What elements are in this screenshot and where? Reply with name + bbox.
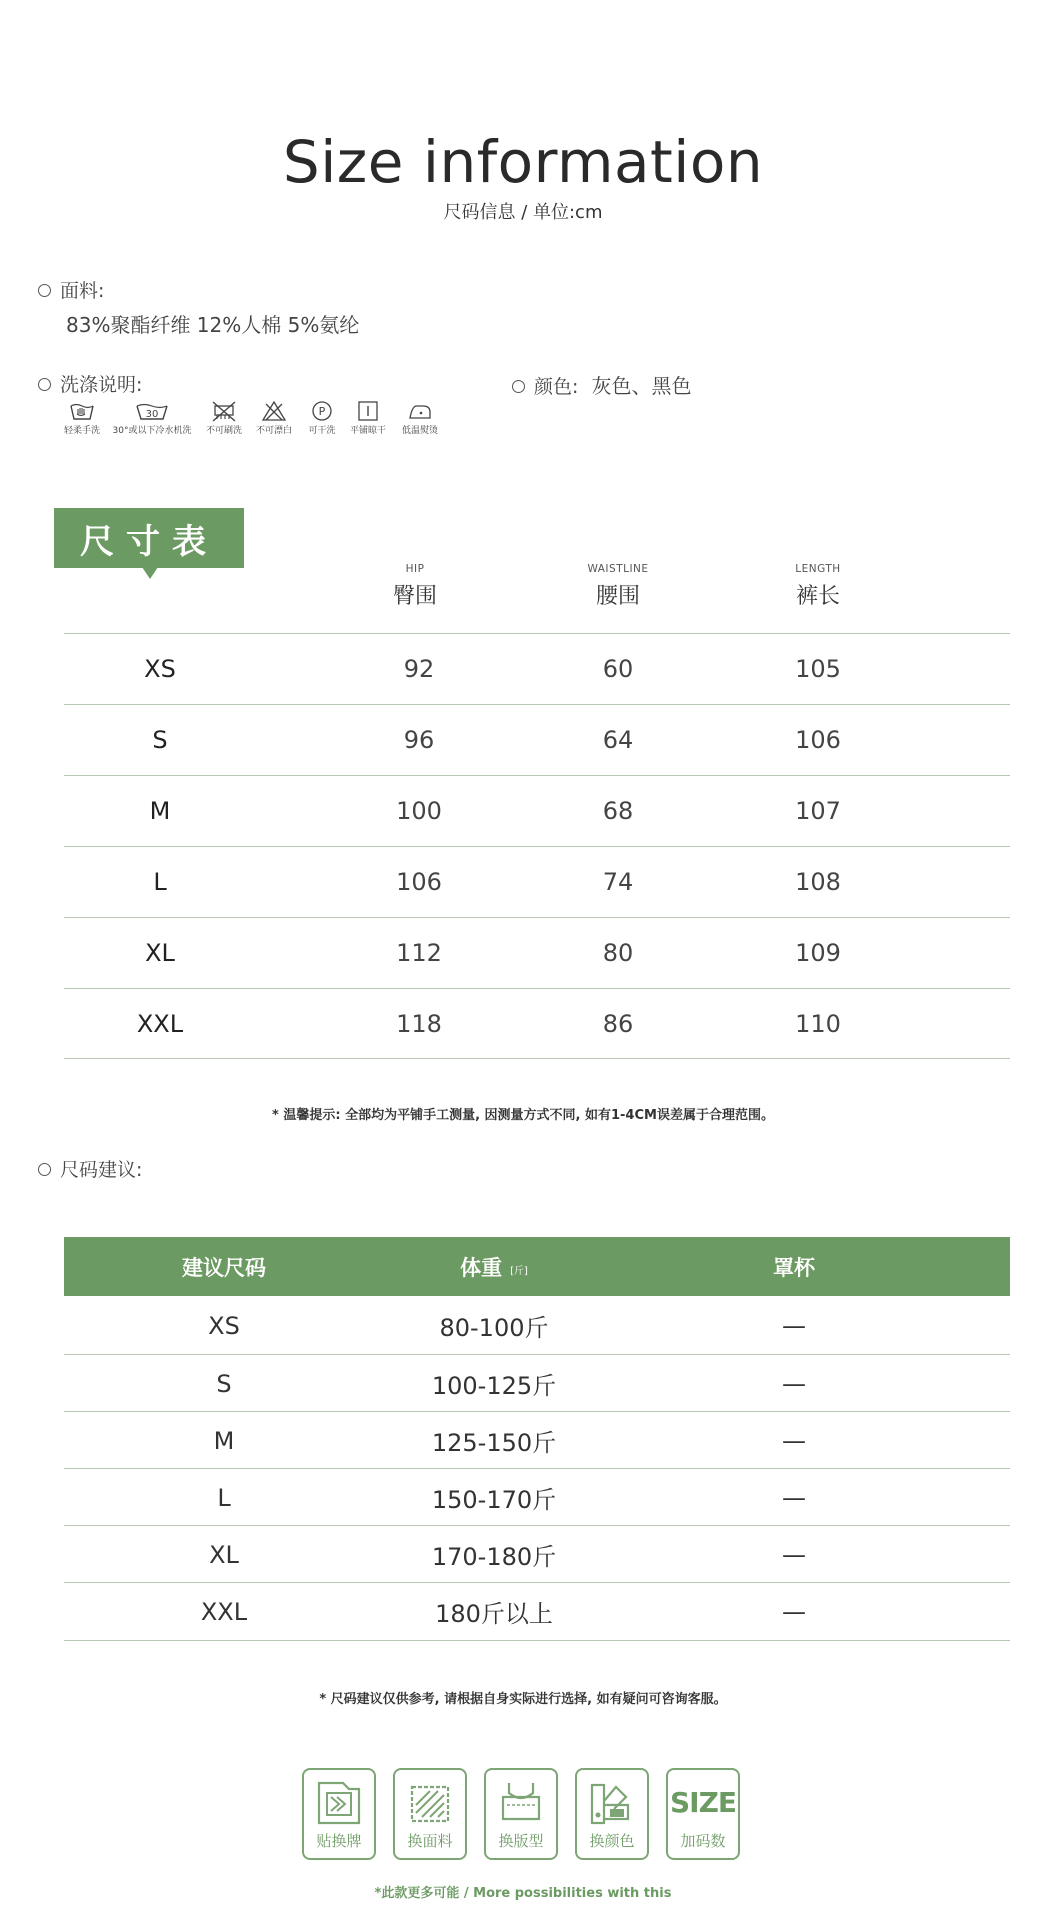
suggestion-label: 尺码建议:: [60, 1159, 143, 1181]
low-iron-icon: [398, 400, 442, 436]
table-row: [64, 634, 1010, 704]
length-cell: 107: [795, 797, 841, 825]
feature-size-add: [666, 1768, 742, 1860]
bullet-icon: [38, 1163, 51, 1176]
waist-cell: 74: [602, 868, 634, 896]
table-row: [64, 1526, 1010, 1583]
col-head-en: HIP: [405, 563, 425, 575]
length-cell: 105: [795, 655, 841, 683]
size-table-badge: 尺寸表: [54, 508, 244, 568]
suggestion-note: * 尺码建议仅供参考, 请根据自身实际进行选择, 如有疑问可咨询客服。: [319, 1692, 727, 1707]
waist-cell: 80: [602, 939, 634, 967]
care-caption: 平铺晾干: [349, 426, 386, 436]
header-weight: [394, 1237, 594, 1296]
color-label: 颜色:: [534, 376, 579, 398]
bullet-icon: [512, 380, 525, 393]
hip-cell: 100: [396, 797, 442, 825]
col-head-hip: [345, 563, 485, 610]
size-cell: XS: [208, 1311, 240, 1340]
length-cell: 106: [795, 726, 841, 754]
table-row: [64, 776, 1010, 846]
bullet-icon: [38, 284, 51, 297]
hip-cell: 96: [403, 726, 435, 754]
care-caption: 可干洗: [308, 426, 336, 436]
fabric-label: 面料:: [60, 280, 105, 302]
header-weight-label: 体重: [460, 1255, 503, 1280]
care-caption: 轻柔手洗: [63, 426, 100, 436]
no-brush-icon: [204, 400, 244, 436]
color-value: 灰色、黑色: [591, 374, 692, 398]
care-caption: 30°或以下冷水机洗: [112, 426, 192, 436]
feature-color-swap: [575, 1768, 651, 1860]
header-weight-unit: [斤]: [510, 1266, 528, 1277]
fabric-section: [38, 276, 104, 303]
style-swap-icon: [495, 1779, 547, 1827]
weight-cell: 80-100斤: [439, 1314, 549, 1342]
cup-cell: —: [782, 1483, 806, 1512]
table-row: [64, 1469, 1010, 1526]
flat-dry-icon: [348, 400, 388, 436]
table-row: [64, 918, 1010, 988]
size-cell: XXL: [200, 1597, 248, 1626]
header-size: 建议尺码: [182, 1255, 266, 1280]
table-row: [64, 705, 1010, 775]
size-word: SIZE: [669, 1786, 736, 1819]
col-head-waist: [548, 563, 688, 610]
size-cell: S: [216, 1369, 232, 1398]
badge-pointer: [142, 567, 158, 579]
size-cell: XS: [144, 655, 176, 683]
suggestion-table-header: [64, 1237, 1010, 1296]
table-row: [64, 1297, 1010, 1354]
length-cell: 109: [795, 939, 841, 967]
col-head-en: LENGTH: [795, 563, 841, 575]
col-head-length: [748, 563, 888, 610]
fabric-swap-icon: [404, 1779, 456, 1827]
footer-note: *此款更多可能 / More possibilities with this: [374, 1886, 672, 1901]
table-row: [64, 847, 1010, 917]
size-cell: XL: [145, 939, 175, 967]
feature-fabric-swap: [393, 1768, 469, 1860]
header-cup: 罩杯: [773, 1255, 815, 1280]
wash-temp: 30: [145, 409, 159, 420]
weight-cell: 180斤以上: [435, 1600, 553, 1628]
length-cell: 108: [795, 868, 841, 896]
dry-clean-letter: P: [318, 405, 326, 418]
cup-cell: —: [782, 1369, 806, 1398]
size-cell: L: [217, 1483, 231, 1512]
cup-cell: —: [782, 1311, 806, 1340]
feature-label: 换颜色: [589, 1832, 635, 1850]
tag-swap-icon: [313, 1779, 365, 1827]
col-head-zh: 腰围: [595, 584, 640, 609]
size-cell: M: [213, 1426, 235, 1455]
feature-label: 加码数: [680, 1832, 726, 1850]
waist-cell: 60: [602, 655, 634, 683]
washing-section: [38, 370, 142, 397]
suggestion-section: [38, 1155, 142, 1182]
col-head-zh: 臀围: [392, 584, 437, 609]
length-cell: 110: [795, 1010, 841, 1038]
care-icons: [62, 400, 462, 442]
no-bleach-icon: [254, 400, 294, 436]
size-cell: L: [153, 868, 167, 896]
weight-cell: 150-170斤: [431, 1486, 557, 1514]
color-section: [512, 370, 692, 399]
washing-label: 洗涤说明:: [60, 374, 143, 396]
hand-wash-icon: [62, 400, 102, 436]
col-head-zh: 裤长: [795, 584, 840, 609]
color-swap-icon: [586, 1779, 638, 1827]
col-head-en: WAISTLINE: [587, 563, 649, 575]
table-row: [64, 1583, 1010, 1640]
bullet-icon: [38, 378, 51, 391]
size-cell: M: [149, 797, 171, 825]
waist-cell: 68: [602, 797, 634, 825]
cup-cell: —: [782, 1597, 806, 1626]
size-cell: XXL: [136, 1010, 184, 1038]
weight-cell: 170-180斤: [431, 1543, 557, 1571]
page-title: Size information: [282, 128, 764, 196]
table-row: [64, 1355, 1010, 1412]
table-divider: [64, 1640, 1010, 1641]
table-row: [64, 1412, 1010, 1469]
care-caption: 不可漂白: [255, 426, 292, 436]
measurement-note: * 温馨提示: 全部均为平铺手工测量, 因测量方式不同, 如有1-4CM误差属于合理范围。: [272, 1108, 774, 1123]
feature-tag-swap: [302, 1768, 378, 1860]
page-subtitle: 尺码信息 / 单位:cm: [443, 202, 603, 223]
dry-clean-icon: [302, 400, 342, 436]
hip-cell: 106: [396, 868, 442, 896]
weight-cell: 125-150斤: [431, 1429, 557, 1457]
table-row: [64, 989, 1010, 1059]
fabric-value: 83%聚酯纤维 12%人棉 5%氨纶: [66, 313, 360, 337]
size-add-icon: [666, 1768, 740, 1860]
cup-cell: —: [782, 1540, 806, 1569]
hip-cell: 112: [396, 939, 442, 967]
size-cell: XL: [209, 1540, 239, 1569]
hip-cell: 92: [403, 655, 435, 683]
weight-cell: 100-125斤: [431, 1372, 557, 1400]
table-divider: [64, 1058, 1010, 1059]
feature-label: 换面料: [407, 1832, 453, 1850]
size-cell: S: [152, 726, 168, 754]
feature-label: 换版型: [498, 1832, 544, 1850]
wash-30-icon: [112, 400, 192, 436]
waist-cell: 86: [602, 1010, 634, 1038]
feature-label: 贴换牌: [316, 1832, 362, 1850]
hip-cell: 118: [396, 1010, 442, 1038]
cup-cell: —: [782, 1426, 806, 1455]
care-caption: 不可刷洗: [205, 426, 242, 436]
care-caption: 低温熨烫: [401, 426, 438, 436]
feature-style-swap: [484, 1768, 560, 1860]
waist-cell: 64: [602, 726, 634, 754]
